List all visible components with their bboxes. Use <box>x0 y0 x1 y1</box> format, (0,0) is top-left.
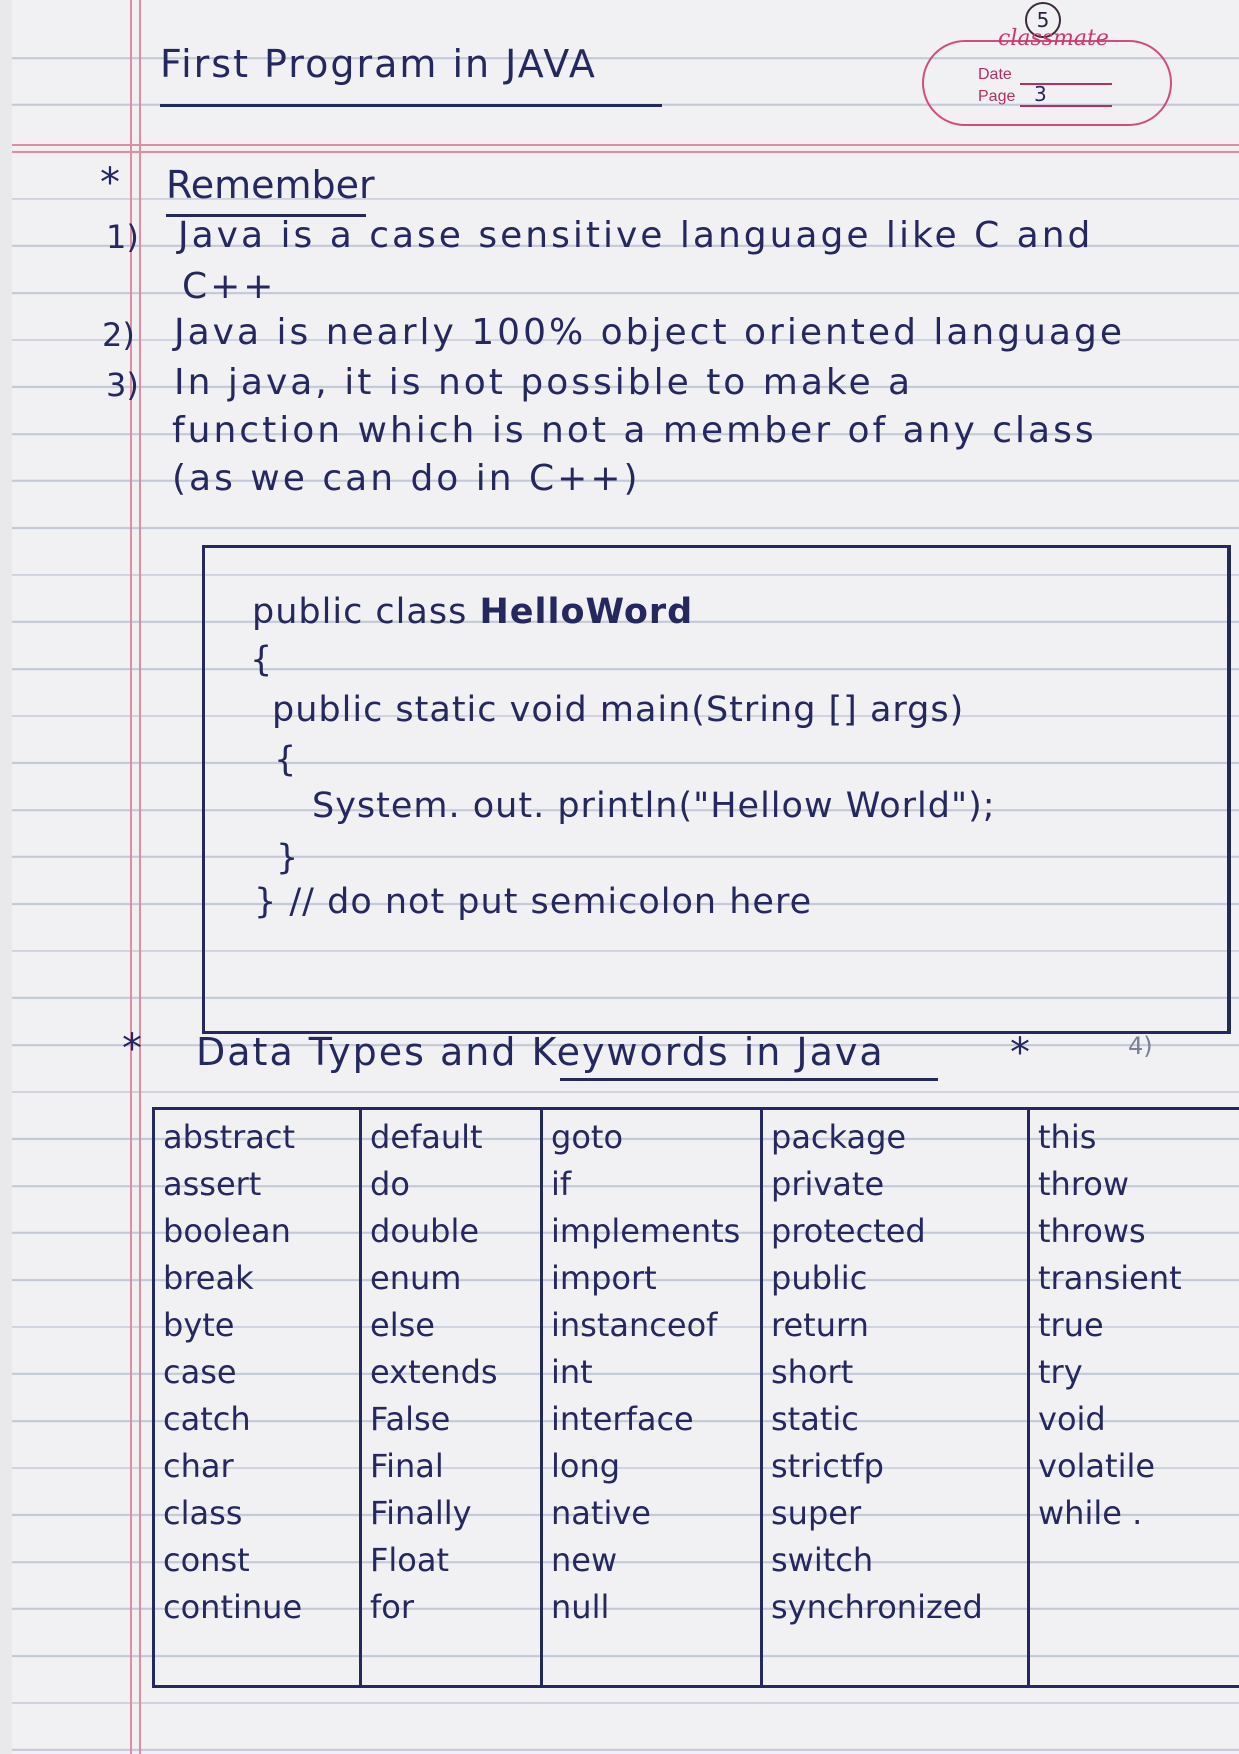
keywords-column-4 <box>763 1110 1027 1685</box>
date-label: Date <box>978 66 1012 83</box>
keyword-cell: protected <box>771 1212 926 1250</box>
keywords-star-right: * <box>1010 1030 1030 1076</box>
remember-heading: Remember <box>166 163 375 207</box>
keyword-cell: long <box>551 1447 621 1485</box>
point-2-number: 2) <box>102 316 135 354</box>
keywords-star-left: * <box>122 1026 142 1072</box>
code-line-3: public static void main(String [] args) <box>272 690 965 730</box>
point-3-line-2: function which is not a member of any class <box>172 410 1097 451</box>
keyword-cell: if <box>551 1165 572 1203</box>
margin-line-left <box>130 0 132 1754</box>
keyword-cell: interface <box>551 1400 694 1438</box>
keyword-cell: Float <box>370 1541 450 1579</box>
keyword-cell: import <box>551 1259 657 1297</box>
point-1-line-2: C++ <box>182 266 277 307</box>
keyword-cell: synchronized <box>771 1588 983 1626</box>
corner-note: 4) <box>1128 1032 1153 1060</box>
keyword-cell: class <box>163 1494 243 1532</box>
keyword-cell: throw <box>1038 1165 1130 1203</box>
keyword-cell: catch <box>163 1400 251 1438</box>
keyword-cell: Finally <box>370 1494 472 1532</box>
keywords-table <box>152 1107 1239 1688</box>
keyword-cell: super <box>771 1494 862 1532</box>
page-value: 3 <box>1034 82 1047 106</box>
keywords-underline <box>560 1078 938 1081</box>
keyword-cell: switch <box>771 1541 874 1579</box>
keyword-cell: break <box>163 1259 254 1297</box>
keyword-cell: true <box>1038 1306 1104 1344</box>
code-line-2: { <box>250 640 274 680</box>
keyword-cell: do <box>370 1165 410 1203</box>
keyword-cell: int <box>551 1353 593 1391</box>
keyword-cell: void <box>1038 1400 1106 1438</box>
keyword-cell: package <box>771 1118 907 1156</box>
keyword-cell: null <box>551 1588 610 1626</box>
keyword-cell: new <box>551 1541 618 1579</box>
code-line-4: { <box>274 740 298 780</box>
keyword-cell: Final <box>370 1447 444 1485</box>
page-number-circle: 5 <box>1025 2 1061 38</box>
keyword-cell: static <box>771 1400 859 1438</box>
keyword-cell: native <box>551 1494 651 1532</box>
keyword-cell: byte <box>163 1306 235 1344</box>
page-label: Page <box>978 88 1016 105</box>
keyword-cell: else <box>370 1306 435 1344</box>
code-line-7: } // do not put semicolon here <box>254 882 813 922</box>
keyword-cell: char <box>163 1447 234 1485</box>
brand-logo: classmate <box>998 26 1109 51</box>
keyword-cell: assert <box>163 1165 262 1203</box>
keywords-column-5 <box>1030 1110 1239 1685</box>
point-3-number: 3) <box>106 366 139 404</box>
keyword-cell: extends <box>370 1353 498 1391</box>
keyword-cell: transient <box>1038 1259 1182 1297</box>
point-3-line-3: (as we can do in C++) <box>172 458 641 499</box>
code-class-name: HelloWord <box>479 592 694 632</box>
keyword-cell: case <box>163 1353 237 1391</box>
header-rule-bottom <box>12 151 1239 153</box>
keyword-cell: default <box>370 1118 483 1156</box>
keywords-column-1 <box>155 1110 359 1685</box>
keyword-cell: for <box>370 1588 414 1626</box>
keyword-cell: abstract <box>163 1118 296 1156</box>
keywords-column-2 <box>362 1110 540 1685</box>
keyword-cell: const <box>163 1541 250 1579</box>
header-rule-top <box>12 144 1239 146</box>
keyword-cell: enum <box>370 1259 462 1297</box>
code-keywords: public class <box>252 592 480 632</box>
point-2-line-1: Java is nearly 100% object oriented language <box>174 312 1125 353</box>
keyword-cell: volatile <box>1038 1447 1156 1485</box>
keyword-cell: double <box>370 1212 480 1250</box>
keyword-cell: public <box>771 1259 868 1297</box>
code-line-6: } <box>276 838 300 878</box>
keyword-cell: continue <box>163 1588 303 1626</box>
keyword-cell: try <box>1038 1353 1083 1391</box>
point-3-line-1: In java, it is not possible to make a <box>174 362 914 403</box>
keyword-cell: throws <box>1038 1212 1146 1250</box>
keyword-cell: False <box>370 1400 451 1438</box>
code-line-1 <box>252 592 693 632</box>
keyword-cell: implements <box>551 1212 741 1250</box>
keyword-cell: goto <box>551 1118 624 1156</box>
title-underline <box>160 104 662 107</box>
keyword-cell: private <box>771 1165 885 1203</box>
code-line-5: System. out. println("Hellow World"); <box>312 786 996 826</box>
margin-line-right <box>139 0 141 1754</box>
keyword-cell: boolean <box>163 1212 291 1250</box>
point-1-number: 1) <box>106 218 139 256</box>
keyword-cell: return <box>771 1306 869 1344</box>
keyword-cell: this <box>1038 1118 1097 1156</box>
keyword-cell: strictfp <box>771 1447 884 1485</box>
keywords-heading: Data Types and Keywords in Java <box>196 1030 885 1074</box>
page-title: First Program in JAVA <box>160 42 597 86</box>
point-1-line-1: Java is a case sensitive language like C and <box>178 215 1094 256</box>
keyword-cell: instanceof <box>551 1306 718 1344</box>
remember-star: * <box>100 160 120 206</box>
keywords-column-3 <box>543 1110 760 1685</box>
keyword-cell: while . <box>1038 1494 1143 1532</box>
keyword-cell: short <box>771 1353 854 1391</box>
